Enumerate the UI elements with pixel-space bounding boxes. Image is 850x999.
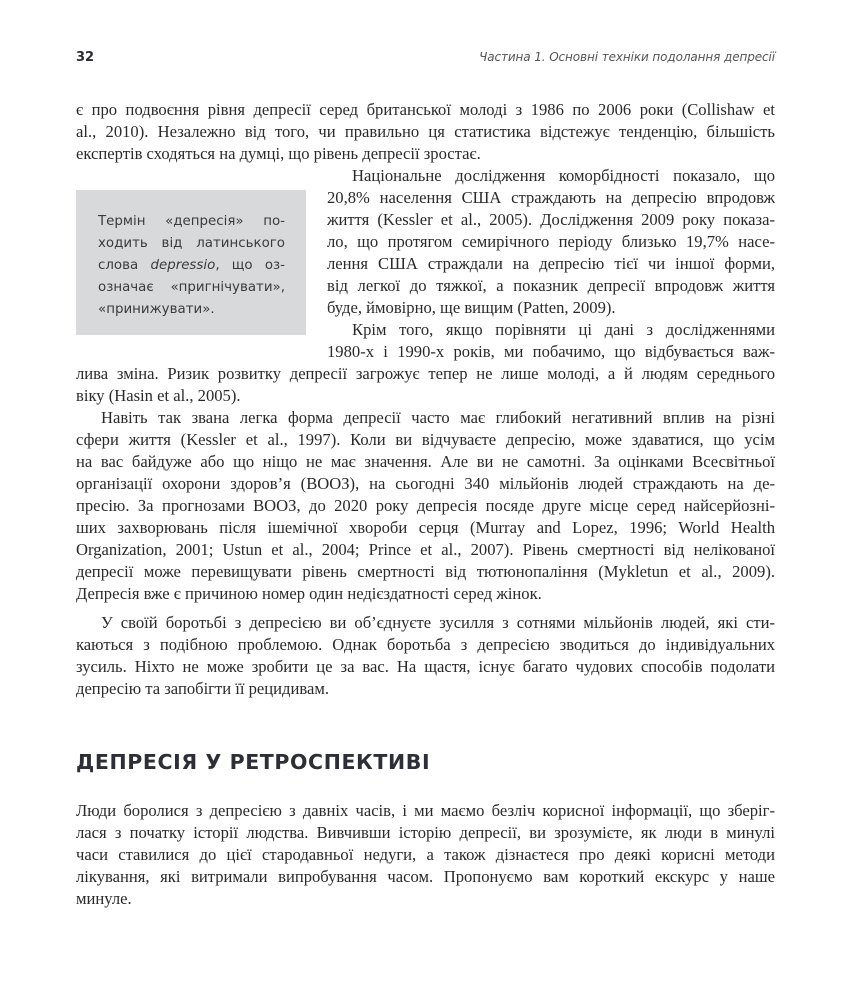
text-line: віку (Hasin et al., 2005). xyxy=(76,386,241,405)
chapter-title: Частина 1. Основні техніки подолання депресії xyxy=(479,50,775,64)
text-line: депресію та запобігти її рецидивам. xyxy=(76,679,330,698)
text-line: 20,8% населення США страждають на депресію впродовж xyxy=(327,188,775,207)
text-line: від легкої до тяжкої, а показник депресії впродовж життя xyxy=(327,276,775,295)
section-heading: ДЕПРЕСІЯ У РЕТРОСПЕКТИВІ xyxy=(76,750,431,774)
running-head xyxy=(76,48,775,68)
text-line: Крім того, якщо порівняти ці дані з дослідженнями xyxy=(352,320,775,339)
text-line: експертів сходяться на думці, що рівень депресії зростає. xyxy=(76,144,481,163)
sidebar-line: Термін «депресія» по- xyxy=(98,214,285,229)
text-line: ло, що протягом семирічного періоду близько 19,7% насе- xyxy=(327,232,775,251)
latin-term: depressio xyxy=(150,258,216,273)
text-line: буде, ймовірно, ще вищим (Patten, 2009). xyxy=(327,298,616,317)
sidebar-line: означає «пригнічувати», xyxy=(98,280,285,295)
text-line: лення США страждали на депресію тієї чи іншої форми, xyxy=(327,254,775,273)
text-line: каються з подібною проблемою. Однак боротьба з депресією зводиться до індивідуальних xyxy=(76,635,775,654)
text-line: Organization, 2001; Ustun et al., 2004; Prince et al., 2007). Рівень смертності від нелікованої xyxy=(76,540,775,559)
text-line: життя (Kessler et al., 2005). Дослідження 2009 року показа- xyxy=(327,210,775,229)
text-line: 1980-х і 1990-х років, ми побачимо, що відбувається важ- xyxy=(327,342,775,361)
text-line: лива зміна. Ризик розвитку депресії загрожує тепер не лише молоді, а й людям середнього xyxy=(76,364,775,383)
sidebar-callout xyxy=(76,190,306,335)
text-line: Люди боролися з депресією з давніх часів, і ми маємо безліч корисної інформації, що зберіг- xyxy=(76,801,775,820)
text-line: лікування, які витримали випробування часом. Пропонуємо вам короткий екскурс у наше xyxy=(76,867,775,886)
text-line: депресії може перевищувати рівень смертності від тютюнопаління (Mykletun et al., 2009). xyxy=(76,562,775,581)
text-line: минуле. xyxy=(76,889,132,908)
text-line: пресію. За прогнозами ВООЗ, до 2020 року депресія посяде друге місце серед найсерйозні- xyxy=(76,496,775,515)
text-line: ших захворювань після ішемічної хвороби серця (Murray and Lopez, 1996; World Health xyxy=(76,518,775,537)
text-line: Навіть так звана легка форма депресії часто має глибокий негативний вплив на різні xyxy=(101,408,775,427)
text-line: є про подвоєння рівня депресії серед британської молоді з 1986 по 2006 роки (Collishaw et xyxy=(76,100,775,119)
sidebar-text: слова xyxy=(98,258,151,273)
text-line: У своїй боротьбі з депресією ви об’єднуєте зусилля з сотнями мільйонів людей, які сти- xyxy=(101,613,775,632)
sidebar-line xyxy=(98,255,285,277)
text-line: часи ставилися до цієї стародавньої недуги, а також дізнаєтеся про деякі корисні методи xyxy=(76,845,775,864)
sidebar-text: , що оз- xyxy=(215,258,285,273)
text-line: лася з початку історії людства. Вивчивши історію депресії, ви зрозумієте, як люди в минулі xyxy=(76,823,775,842)
sidebar-line: ходить від латинського xyxy=(98,236,285,251)
sidebar-line: «принижувати». xyxy=(98,302,215,317)
page-number: 32 xyxy=(76,50,95,65)
text-line: сфери життя (Kessler et al., 1997). Коли ви відчуваєте депресію, може здаватися, що усім xyxy=(76,430,775,449)
text-line: організації охорони здоров’я (ВООЗ), на сьогодні 340 мільйонів людей страждають на де- xyxy=(76,474,775,493)
text-line: на вас байдуже або що ніщо не має значення. Але ви не самотні. За оцінками Всесвітньої xyxy=(76,452,775,471)
text-line: Депресія вже є причиною номер один недієздатності серед жінок. xyxy=(76,584,542,603)
text-line: зусиль. Ніхто не може зробити це за вас. На щастя, існує багато чудових способів подолати xyxy=(76,657,775,676)
text-line: Національне дослідження коморбідності показало, що xyxy=(352,166,775,185)
text-line: al., 2010). Незалежно від того, чи правильно ця статистика відстежує тенденцію, більшість xyxy=(76,122,775,141)
